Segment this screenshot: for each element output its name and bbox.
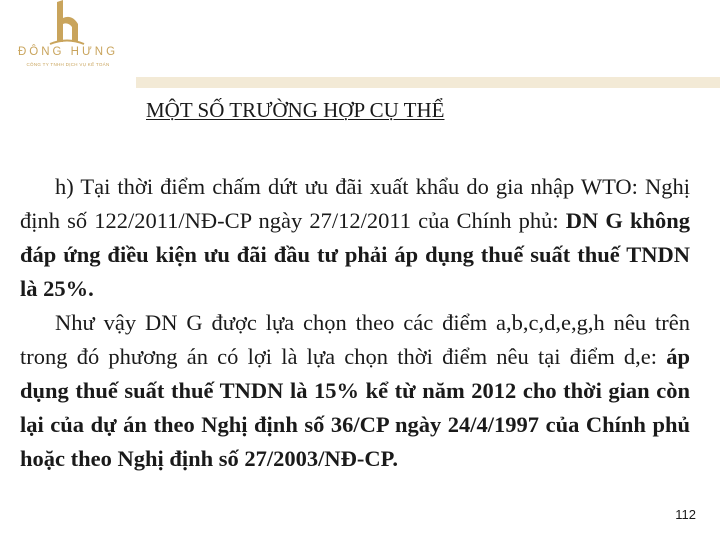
- logo-name: ĐÔNG HƯNG: [17, 46, 119, 58]
- header-band: [136, 77, 720, 88]
- paragraph-2-text: Như vậy DN G được lựa chọn theo các điểm a,b,c,d,e,g,h nêu trên trong đó phương án có lợi là lựa chọn thời điểm nêu tại điểm d,e:: [20, 310, 690, 369]
- slide-body: [20, 170, 690, 476]
- paragraph-2: [20, 306, 690, 476]
- company-logo: [2, 0, 130, 78]
- building-logo-icon: [46, 0, 88, 46]
- paragraph-1: [20, 170, 690, 306]
- slide-title: MỘT SỐ TRƯỜNG HỢP CỤ THỂ: [146, 98, 445, 122]
- paragraph-1-text: h) Tại thời điểm chấm dứt ưu đãi xuất khẩu do gia nhập WTO: Nghị định số 122/2011/NĐ-CP ngày 27/12/2011 của Chính phủ:: [20, 174, 690, 233]
- paragraph-1-emphasis: DN G không đáp ứng điều kiện ưu đãi đầu tư phải áp dụng thuế suất thuế TNDN là 25%.: [20, 208, 690, 301]
- logo-subtitle: CÔNG TY TNHH DỊCH VỤ KẾ TOÁN: [26, 62, 110, 67]
- paragraph-2-emphasis: áp dụng thuế suất thuế TNDN là 15% kể từ năm 2012 cho thời gian còn lại của dự án theo Nghị định số 36/CP ngày 24/4/1997 của Chính phủ hoặc theo Nghị định số 27/2003/NĐ-CP.: [20, 344, 690, 471]
- page-number: 112: [675, 507, 696, 522]
